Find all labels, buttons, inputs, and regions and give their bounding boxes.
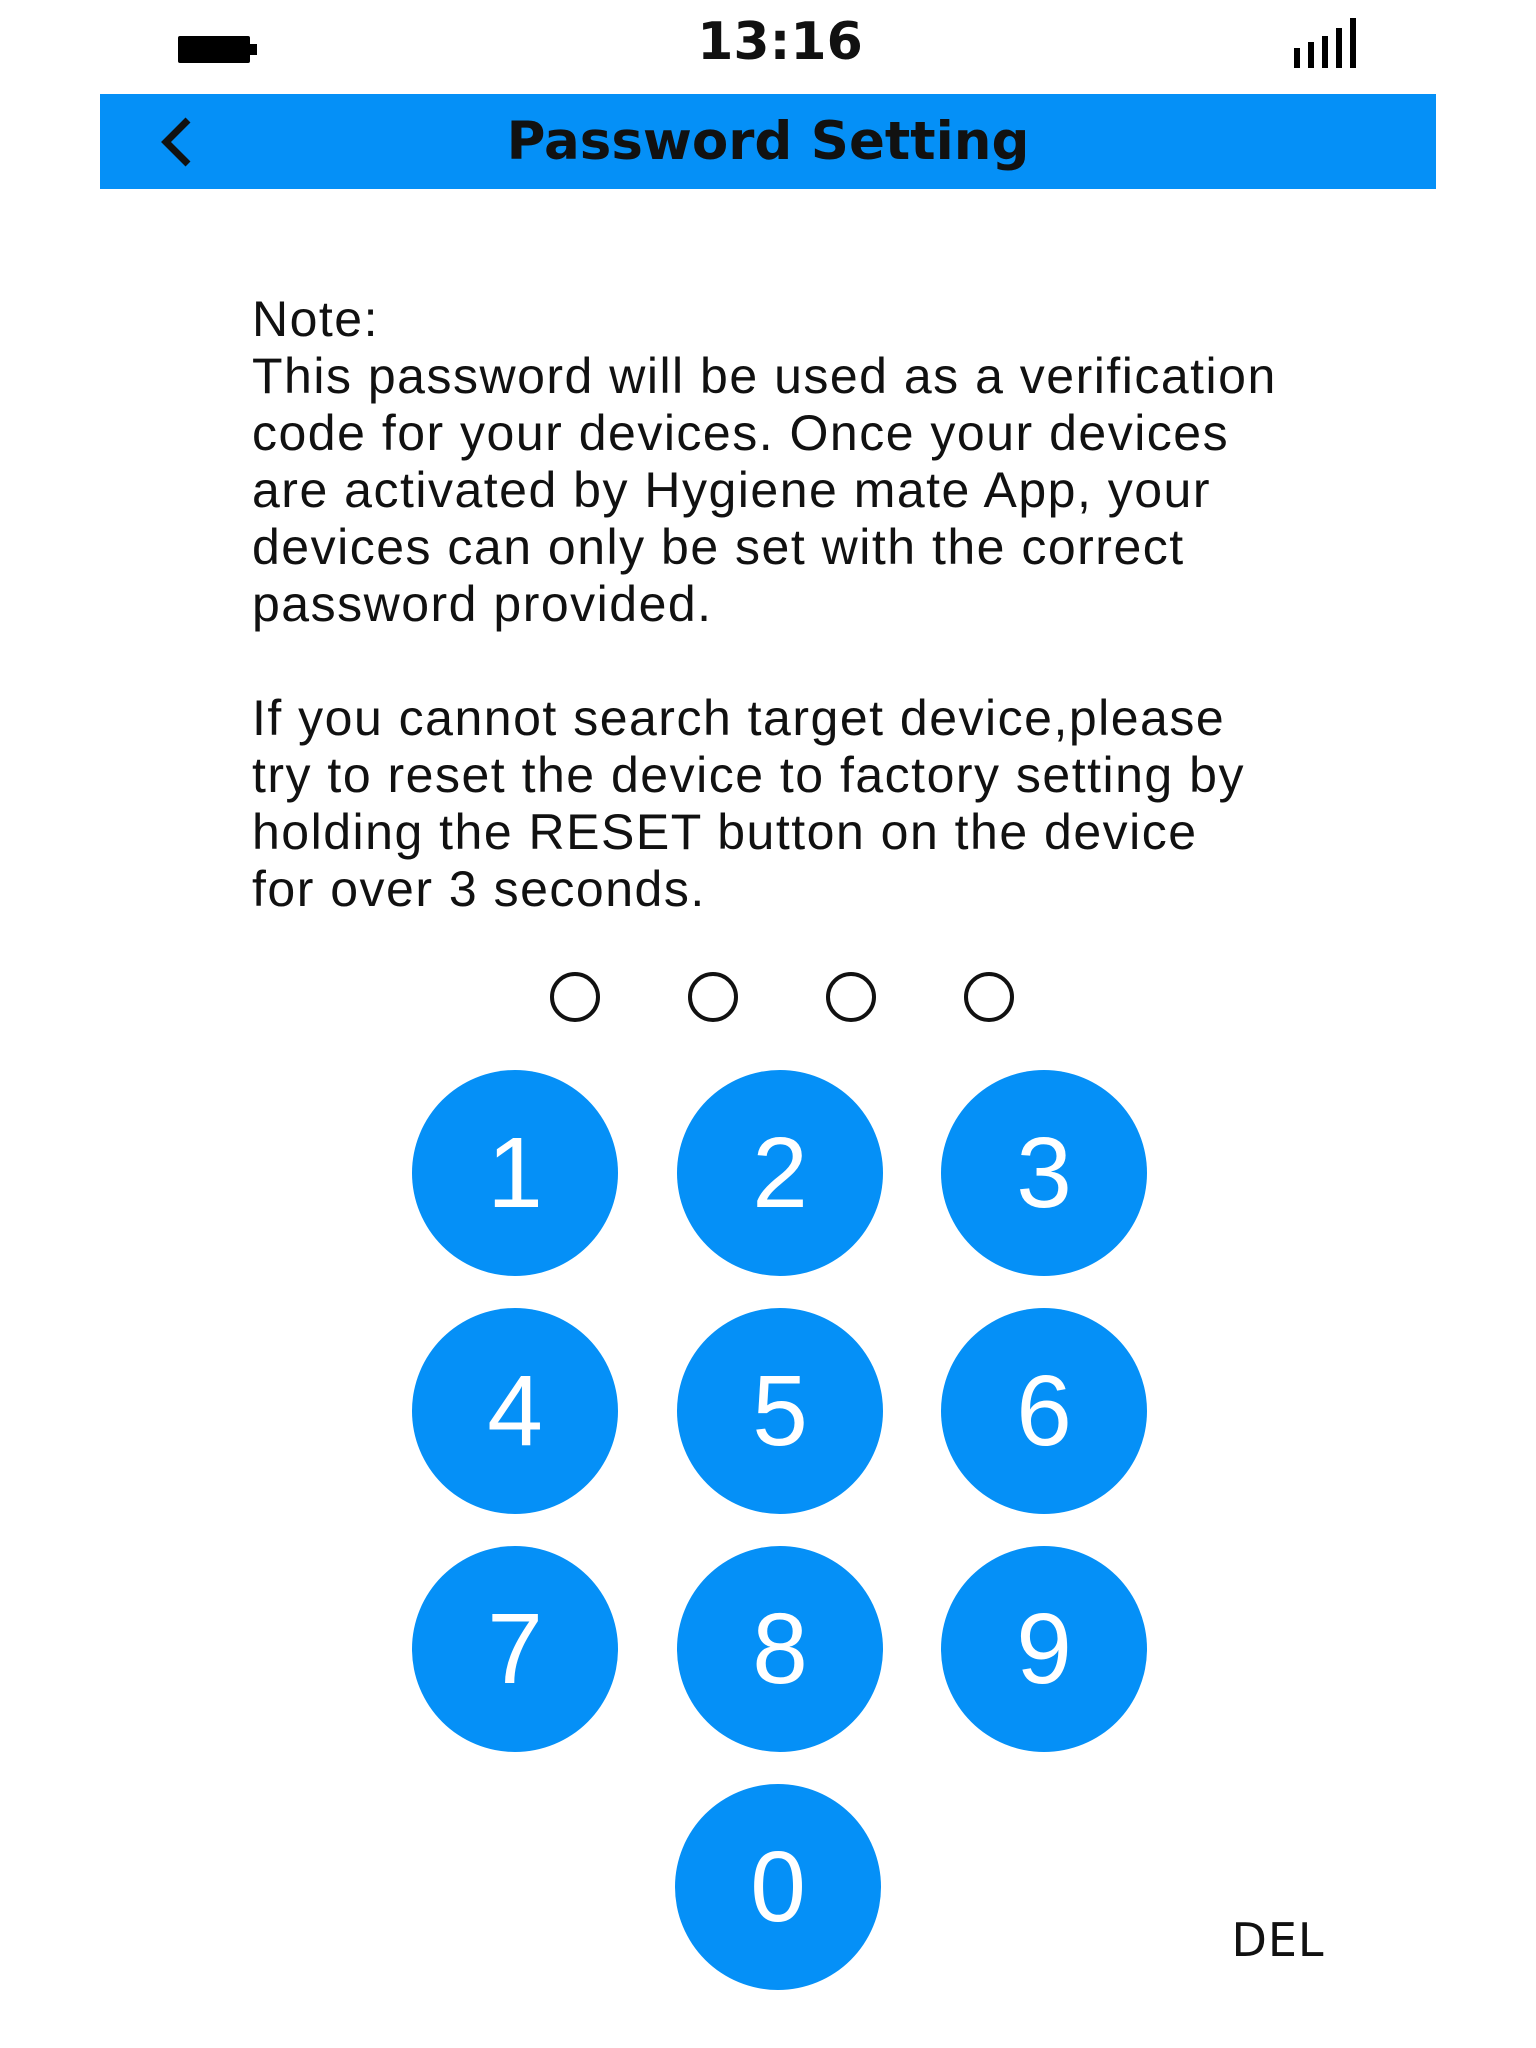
- delete-button[interactable]: DEL: [1231, 1913, 1325, 1967]
- key-3[interactable]: 3: [941, 1070, 1147, 1276]
- note-paragraph-verification: This password will be used as a verification code for your devices. Once your devices are activated by Hygiene mate App, your devices can only be set with the correct password provided.: [252, 348, 1277, 632]
- status-bar: [0, 0, 1536, 94]
- pin-dot: [688, 972, 738, 1022]
- key-2[interactable]: 2: [677, 1070, 883, 1276]
- key-1[interactable]: 1: [412, 1070, 618, 1276]
- key-6[interactable]: 6: [941, 1308, 1147, 1514]
- note-label: Note:: [252, 291, 380, 347]
- header-bar: [100, 94, 1436, 189]
- back-button[interactable]: [154, 114, 206, 170]
- note-paragraph-reset: If you cannot search target device,please try to reset the device to factory setting by holding the RESET button on the device for over 3 seconds.: [252, 690, 1245, 917]
- key-0[interactable]: 0: [675, 1784, 881, 1990]
- signal-strength-icon: [1294, 18, 1370, 68]
- pin-dot: [826, 972, 876, 1022]
- key-4[interactable]: 4: [412, 1308, 618, 1514]
- status-time: 13:16: [697, 12, 863, 72]
- password-note: [252, 291, 1372, 918]
- chevron-left-icon: [154, 114, 206, 170]
- key-7[interactable]: 7: [412, 1546, 618, 1752]
- pin-dot: [550, 972, 600, 1022]
- key-9[interactable]: 9: [941, 1546, 1147, 1752]
- key-8[interactable]: 8: [677, 1546, 883, 1752]
- pin-dot: [964, 972, 1014, 1022]
- page-title: Password Setting: [506, 111, 1030, 172]
- key-5[interactable]: 5: [677, 1308, 883, 1514]
